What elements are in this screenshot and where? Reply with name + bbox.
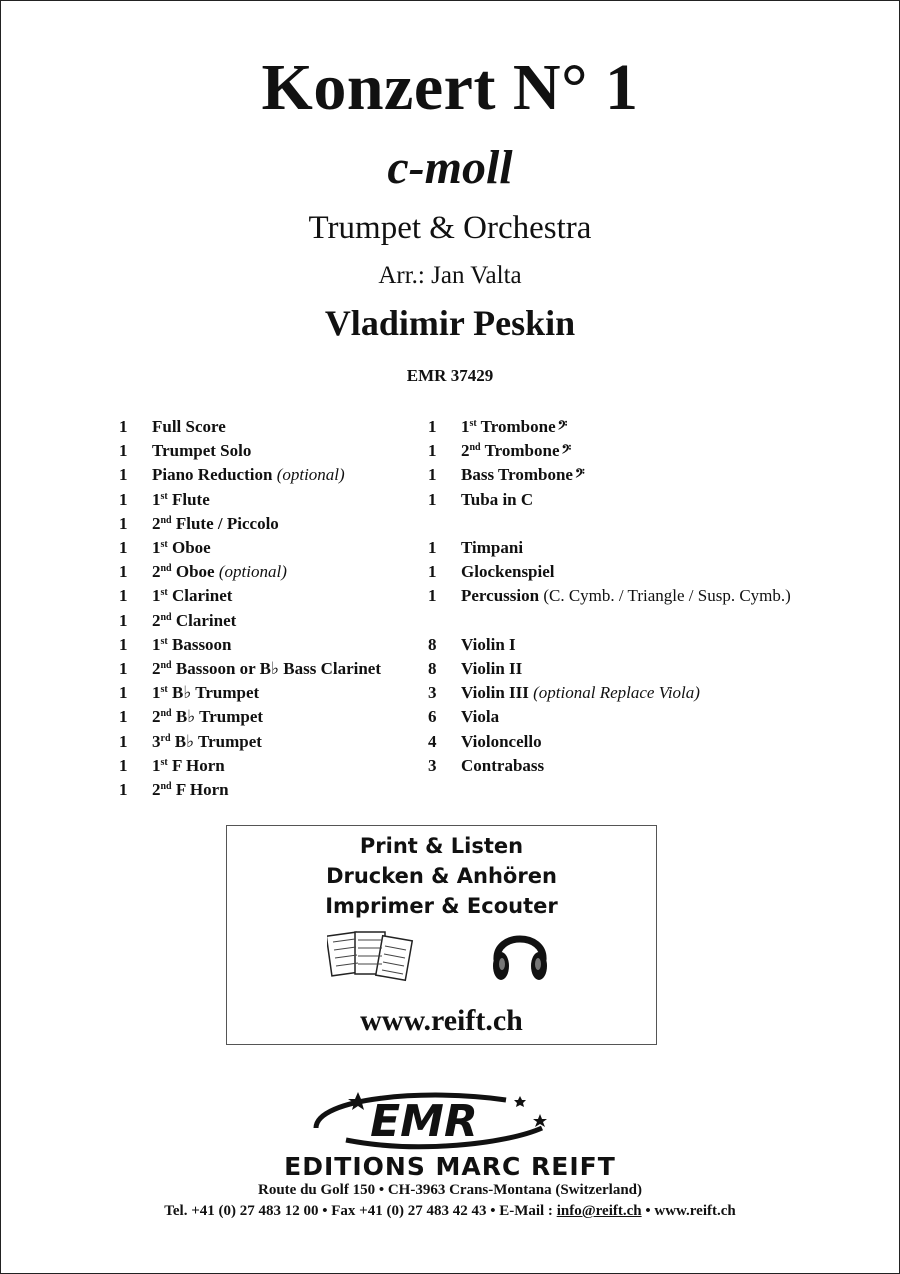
bass-clef-icon: 𝄢 [561, 444, 572, 461]
contact-phone-fax: Tel. +41 (0) 27 483 12 00 • Fax +41 (0) 27 483 42 43 • E-Mail : [164, 1203, 557, 1219]
key-subtitle: c-moll [387, 141, 513, 194]
promo-line-3: Imprimer & Ecouter [325, 894, 558, 918]
part-pre: 1 [152, 755, 161, 775]
part-sup: st [160, 756, 168, 768]
bass-clef-icon: 𝄢 [557, 420, 568, 436]
publisher-address: Route du Golf 150 • CH-3963 Crans-Montana (Switzerland) [258, 1182, 642, 1198]
catalog-number: EMR 37429 [406, 366, 494, 385]
part-name [152, 756, 225, 776]
part-opt: (optional Replace Viola) [533, 683, 700, 703]
part-pre: Bass Trombone [461, 465, 573, 485]
part-quantity: 1 [119, 538, 128, 557]
arranger: Arr.: Jan Valta [378, 262, 522, 289]
part-name [152, 490, 210, 510]
part-pre: 1 [152, 489, 161, 509]
part-quantity: 1 [119, 562, 128, 582]
part-quantity: 1 [119, 586, 128, 606]
instrumentation: Trumpet & Orchestra [308, 210, 592, 246]
part-post: Trombone [476, 417, 556, 436]
part-quantity: 3 [428, 755, 437, 775]
part-quantity: 3 [428, 683, 437, 703]
part-quantity: 1 [119, 780, 128, 799]
part-name [461, 417, 567, 437]
part-pre: 1 [152, 538, 161, 557]
part-name [461, 441, 571, 461]
part-quantity: 1 [119, 441, 128, 461]
part-sup: rd [160, 732, 171, 744]
part-quantity: 1 [119, 465, 128, 485]
publisher-name: EDITIONS MARC REIFT [284, 1152, 616, 1181]
part-sup: st [469, 418, 477, 429]
part-pre: 2 [152, 707, 161, 727]
part-post: Oboe [171, 562, 219, 582]
part-name [461, 756, 544, 776]
part-name [461, 586, 791, 606]
part-pre: 2 [152, 780, 161, 799]
promo-line-1: Print & Listen [359, 834, 524, 858]
part-name [152, 683, 259, 703]
part-pre: 1 [152, 586, 161, 606]
email-link[interactable]: info@reift.ch [556, 1203, 642, 1219]
part-sup: st [160, 539, 168, 550]
part-opt: (optional) [276, 465, 345, 485]
part-quantity: 1 [119, 683, 128, 703]
part-post: Clarinet [171, 610, 237, 630]
part-name [152, 514, 279, 534]
part-quantity: 1 [428, 538, 437, 557]
part-name [461, 659, 522, 679]
part-pre: Contrabass [461, 755, 545, 775]
part-note: (C. Cymb. / Triangle / Susp. Cymb.) [543, 586, 791, 606]
part-quantity: 1 [119, 513, 128, 533]
part-pre: Full Score [152, 417, 226, 436]
part-quantity: 6 [428, 707, 437, 727]
part-name [152, 562, 287, 582]
part-name [461, 465, 585, 485]
part-sup: nd [160, 563, 172, 575]
part-quantity: 1 [428, 417, 437, 436]
part-pre: Violin I [461, 634, 516, 654]
part-pre: 2 [152, 513, 161, 533]
part-quantity: 1 [119, 659, 128, 678]
part-pre: Timpani [461, 538, 524, 557]
part-pre: Percussion [461, 586, 544, 606]
composer: Vladimir Peskin [324, 303, 576, 343]
part-name [152, 659, 381, 679]
part-post: F Horn [167, 755, 225, 775]
page-title: Konzert N° 1 [261, 51, 639, 124]
part-quantity: 1 [119, 634, 128, 654]
part-pre: Violin III [461, 683, 534, 703]
part-quantity: 1 [428, 465, 437, 485]
part-post: Bassoon [167, 634, 232, 654]
part-name [152, 707, 263, 727]
website-url[interactable]: www.reift.ch [360, 1004, 523, 1037]
part-name [461, 707, 499, 727]
part-quantity: 1 [119, 755, 128, 775]
part-name [461, 538, 523, 558]
part-post: B♭ Trumpet [167, 683, 260, 703]
part-name [152, 635, 232, 655]
contact-website: • www.reift.ch [641, 1203, 736, 1219]
part-post: B♭ Trumpet [171, 707, 264, 727]
part-sup: nd [160, 514, 172, 526]
part-pre: Violoncello [461, 731, 542, 751]
part-name [152, 417, 226, 437]
part-quantity: 1 [119, 707, 128, 727]
part-quantity: 1 [119, 489, 128, 509]
part-name [461, 683, 700, 703]
part-post: Clarinet [167, 586, 233, 606]
part-sup: nd [469, 442, 481, 454]
logo-text: EMR [370, 1096, 478, 1147]
part-sup: st [160, 635, 168, 647]
part-post: Flute [167, 489, 210, 509]
part-pre: 2 [461, 441, 470, 461]
part-name [152, 465, 345, 485]
part-quantity: 8 [428, 634, 437, 654]
part-post: Bassoon or B♭ Bass Clarinet [171, 659, 381, 678]
print-listen-box [226, 825, 657, 1045]
part-name [152, 538, 211, 558]
part-pre: Viola [461, 707, 500, 727]
part-quantity: 1 [428, 562, 437, 582]
part-post: B♭ Trumpet [170, 731, 262, 751]
part-pre: 1 [152, 634, 161, 654]
part-quantity: 8 [428, 659, 437, 678]
part-pre: 1 [461, 417, 470, 436]
part-name [461, 562, 555, 582]
part-sup: st [160, 490, 168, 502]
part-pre: 2 [152, 610, 161, 630]
emr-logo [306, 1088, 556, 1154]
part-name [152, 732, 262, 752]
headphones-icon [489, 920, 551, 984]
part-quantity: 1 [428, 586, 437, 606]
part-sup: nd [160, 781, 172, 792]
part-quantity: 4 [428, 731, 437, 751]
part-post: Trombone [480, 441, 560, 461]
part-name [152, 586, 232, 606]
part-quantity: 1 [428, 441, 437, 461]
part-sup: nd [160, 708, 172, 720]
part-quantity: 1 [119, 731, 128, 751]
bass-clef-icon: 𝄢 [574, 468, 585, 485]
sheet-music-icon [327, 928, 419, 990]
part-post: F Horn [171, 780, 229, 799]
part-quantity: 1 [119, 610, 128, 630]
part-post: Oboe [167, 538, 211, 557]
part-sup: nd [160, 611, 172, 623]
part-post: Flute / Piccolo [171, 513, 279, 533]
part-pre: Trumpet Solo [152, 441, 252, 461]
part-name [461, 635, 516, 655]
part-pre: 2 [152, 659, 161, 678]
part-quantity: 1 [428, 489, 437, 509]
part-pre: Piano Reduction [152, 465, 277, 485]
part-sup: st [160, 587, 168, 599]
part-pre: Glockenspiel [461, 562, 555, 582]
part-sup: st [160, 684, 168, 696]
part-pre: 1 [152, 683, 161, 703]
part-name [461, 732, 542, 752]
part-pre: Violin II [461, 659, 523, 678]
part-name [152, 780, 229, 800]
publisher-contact [0, 1203, 900, 1220]
part-pre: Tuba in C [461, 489, 534, 509]
promo-line-2: Drucken & Anhören [326, 864, 557, 888]
part-name [152, 611, 236, 631]
part-quantity: 1 [119, 417, 128, 436]
part-pre: 3 [152, 731, 161, 751]
part-pre: 2 [152, 562, 161, 582]
part-name [152, 441, 251, 461]
part-name [461, 490, 533, 510]
part-opt: (optional) [218, 562, 287, 582]
part-sup: nd [160, 660, 172, 671]
